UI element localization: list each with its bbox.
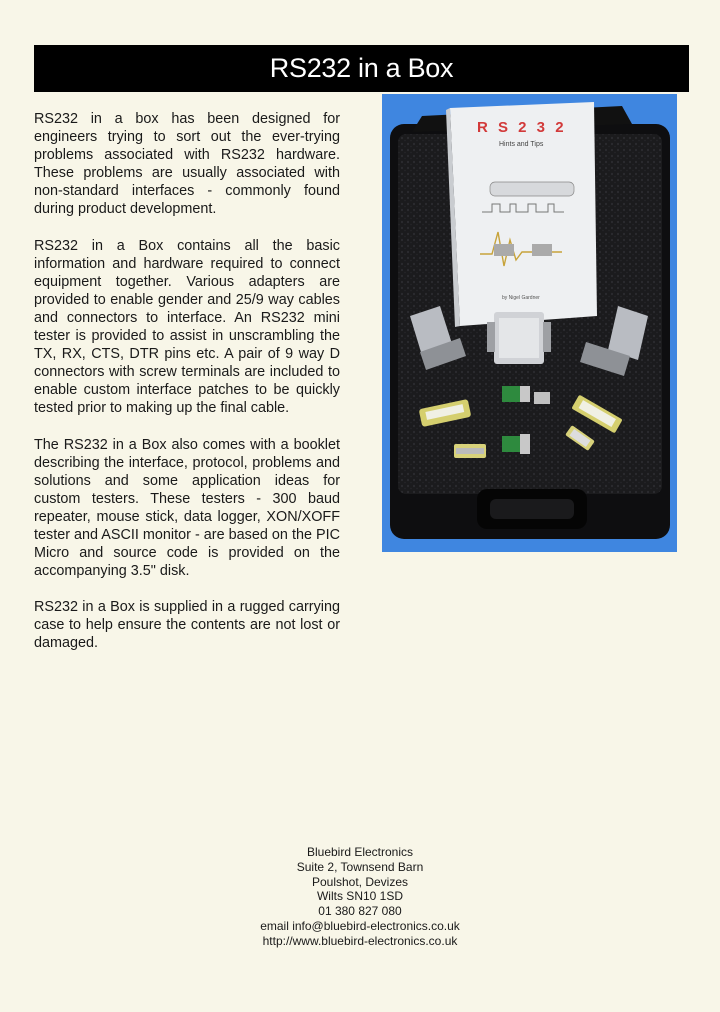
small-adapter-2 [502, 386, 530, 402]
mini-tester [487, 312, 551, 364]
small-adapter-7 [534, 392, 550, 404]
email-address[interactable]: email info@bluebird-electronics.co.uk [260, 918, 460, 933]
address-line-1: Suite 2, Townsend Barn [296, 859, 424, 874]
page-title [34, 45, 689, 92]
product-photo [382, 94, 677, 552]
phone-number: 01 380 827 080 [318, 904, 402, 919]
paragraph-contents: RS232 in a Box contains all the basic information and hardware required to connect equipment together. Various adapters are provided to enable gender and 25/9 way cables and connectors to interface. An RS232 mini tester is provided to assist in unscrambling the TX, RX, CTS, DTR pins etc. A pair of 9 way D connectors with screw terminals are included to enable custom interface patches to be quickly tested prior to making up the final cable. [34, 237, 340, 417]
paragraph-case: RS232 in a Box is supplied in a rugged carrying case to help ensure the contents are not lost or damaged. [34, 599, 340, 652]
address-line-2: Poulshot, Devizes [311, 874, 409, 889]
booklet-subtitle: Hints and Tips [499, 141, 544, 148]
paragraph-intro: RS232 in a box has been designed for engineers trying to sort out the ever-trying problems associated with RS232 hardware. These problems are usually associated with non-standard interfaces - commonly found during product development. [34, 111, 340, 218]
booklet-author: by Nigel Gardner [502, 295, 540, 301]
address-line-3: Wilts SN10 1SD [316, 889, 404, 904]
website-link[interactable]: http://www.bluebird-electronics.co.uk [262, 933, 458, 948]
booklet-title: R S 2 3 2 [477, 119, 567, 136]
small-adapter-4 [454, 444, 486, 458]
title-text: RS232 in a Box [269, 53, 454, 83]
small-adapter-3 [502, 434, 530, 454]
contact-footer [0, 845, 720, 949]
paragraph-booklet: The RS232 in a Box also comes with a booklet describing the interface, protocol, problems and solutions and some application ideas for custom testers. These testers - 300 baud repeater, mouse stick, data logger, XON/XOFF tester and ASCII monitor - are based on the PIC Micro and source code is provided on the accompanying 3.5" disk. [34, 436, 340, 580]
booklet [446, 102, 597, 327]
company-name: Bluebird Electronics [306, 845, 414, 859]
product-photo-drawing [382, 94, 677, 552]
description [34, 110, 340, 671]
